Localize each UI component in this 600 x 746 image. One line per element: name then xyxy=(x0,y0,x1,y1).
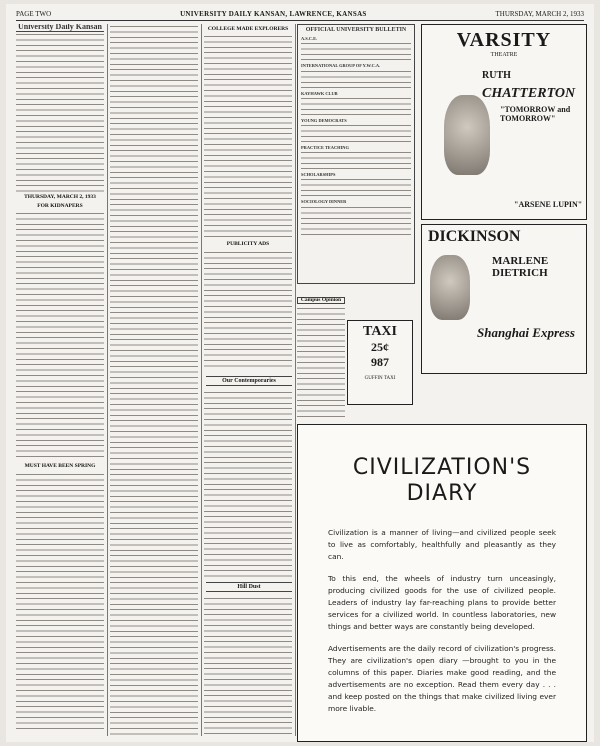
column-headline-2: PUBLICITY ADS xyxy=(226,241,270,248)
bulletin-text xyxy=(301,123,411,145)
taxi-title: TAXI xyxy=(363,324,397,339)
column-1 xyxy=(16,24,104,736)
dickinson-theatre-ad xyxy=(421,224,587,374)
diary-title xyxy=(298,455,586,507)
column-2 xyxy=(110,24,198,736)
star-name: MARLENE DIETRICH xyxy=(492,255,549,279)
bulletin-item: PRACTICE TEACHING xyxy=(301,145,349,151)
film-title: Shanghai Express xyxy=(477,325,575,340)
bulletin-item: SOCIOLOGY DINNER xyxy=(301,199,347,205)
taxi-phone: 987 xyxy=(371,355,389,369)
varsity-theatre-ad xyxy=(421,24,587,220)
diary-paragraph: To this end, the wheels of industry turn unceasingly, producing civilized goods for the use of civilized people. Leaders of industry lay far-reaching plans to provide better services for a civilized world. In countless laboratories, new things and better ways are constantly being developed. xyxy=(328,574,556,631)
varsity-subtitle: THEATRE xyxy=(490,52,518,58)
campus-opinion xyxy=(297,294,345,421)
contemporaries-text xyxy=(204,390,292,578)
bulletin-text xyxy=(301,205,411,235)
page-number: PAGE TWO xyxy=(16,10,52,18)
taxi-price: 25¢ xyxy=(371,340,389,354)
editorial-text-2 xyxy=(16,472,104,732)
bulletin-text xyxy=(301,69,411,91)
column-3 xyxy=(204,24,292,374)
column-headline: COLLEGE MADE EXPLORERS xyxy=(207,26,289,32)
column-text xyxy=(204,34,292,239)
star-last-name: CHATTERTON xyxy=(482,86,576,101)
column-rule xyxy=(295,24,296,736)
campus-opinion-text xyxy=(297,306,345,421)
civilizations-diary-ad xyxy=(297,424,587,742)
bulletin-item: INTERNATIONAL GROUP OF Y.W.C.A. xyxy=(301,63,381,69)
official-bulletin xyxy=(297,24,415,284)
issue-date-line: THURSDAY, MARCH 2, 1933 xyxy=(24,194,96,201)
column-rule xyxy=(201,24,202,736)
actress-portrait xyxy=(430,255,470,320)
our-contemporaries-heading: Our Contemporaries xyxy=(206,376,292,386)
varsity-title: VARSITY xyxy=(456,29,552,51)
editorial-headline: FOR KIDNAPERS xyxy=(37,202,83,209)
campus-opinion-heading: Campus Opinion xyxy=(297,297,345,304)
hill-dust-heading: Hill Dust xyxy=(206,582,292,592)
diary-title-line-1: CIVILIZATION'S xyxy=(352,455,532,480)
bulletin-text xyxy=(301,177,411,199)
bulletin-text xyxy=(301,41,411,63)
diary-body xyxy=(328,527,556,715)
bulletin-item: KAYHAWK CLUB xyxy=(301,90,338,96)
column-rule xyxy=(107,24,108,736)
diary-paragraph: Advertisements are the daily record of civilization's progress. They are civilization's open diary —brought to you in the columns of this paper. Diaries make good reading, and the advertisements are no exception. Read them every day . . . and keep posted on the things that make civilized living ever more livable. xyxy=(328,644,556,713)
extra-film: "ARSENE LUPIN" xyxy=(514,200,583,209)
actress-portrait xyxy=(444,95,490,175)
bulletin-item: SCHOLARSHIPS xyxy=(301,172,336,178)
dickinson-title: DICKINSON xyxy=(428,228,521,245)
paper-title: UNIVERSITY DAILY KANSAN, LAWRENCE, KANSAS xyxy=(180,10,367,18)
page-header xyxy=(16,8,584,21)
hill-dust-text xyxy=(204,596,292,736)
diary-paragraph: Civilization is a manner of living—and civilized people seek to live as comfortably, healthfully and pleasantly as they can. xyxy=(328,528,556,561)
bulletin-text xyxy=(301,96,411,118)
newspaper-page xyxy=(6,4,594,742)
column-text-2 xyxy=(204,250,292,370)
editorial-headline-2: MUST HAVE BEEN SPRING xyxy=(24,463,96,470)
diary-title-line-2: DIARY xyxy=(406,481,478,506)
taxi-company: GUFFIN TAXI xyxy=(364,376,396,381)
issue-date: THURSDAY, MARCH 2, 1933 xyxy=(495,10,584,18)
bulletin-title: OFFICIAL UNIVERSITY BULLETIN xyxy=(305,27,407,33)
editorial-text xyxy=(16,211,104,461)
bulletin-text xyxy=(301,150,411,172)
bulletin-item: A.S.C.E. xyxy=(301,36,318,42)
masthead: University Daily Kansan xyxy=(17,24,102,31)
film-title: "TOMORROW and TOMORROW" xyxy=(500,105,571,123)
staff-box xyxy=(16,32,104,192)
star-first-name: RUTH xyxy=(482,70,511,81)
taxi-ad xyxy=(347,320,413,405)
bulletin-item: YOUNG DEMOCRATS xyxy=(301,117,347,123)
